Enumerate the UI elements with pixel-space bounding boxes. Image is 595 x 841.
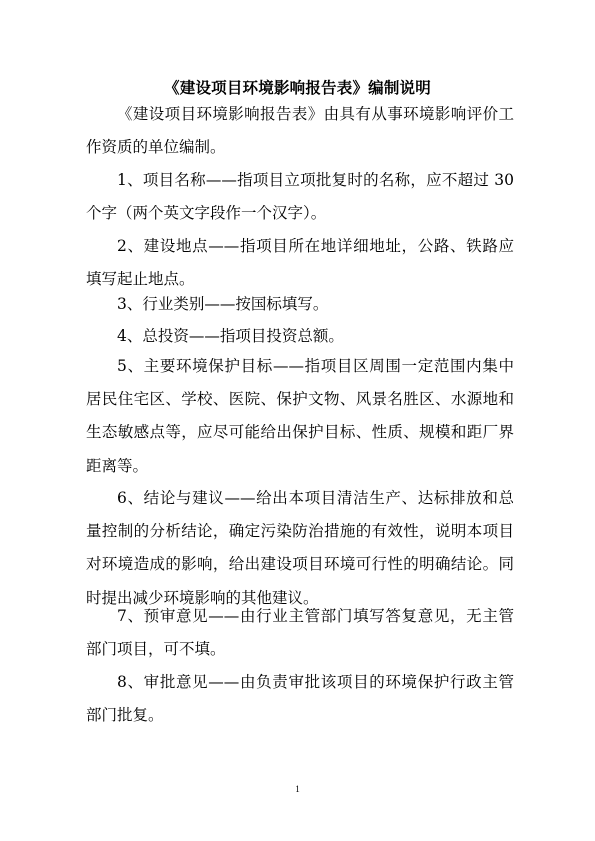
paragraph-item-1: 1、项目名称——指项目立项批复时的名称，应不超过 30 个字（两个英文字段作一个汉字）。 — [86, 171, 514, 223]
paragraph-intro: 《建设项目环境影响报告表》由具有从事环境影响评价工作资质的单位编制。 — [86, 105, 514, 157]
paragraph-item-8: 8、审批意见——由负责审批该项目的环境保护行政主管部门批复。 — [86, 673, 514, 725]
page-number: 1 — [295, 784, 300, 794]
paragraph-item-6: 6、结论与建议——给出本项目清洁生产、达标排放和总量控制的分析结论，确定污染防治措施的有效性，说明本项目对环境造成的影响，给出建设项目环境可行性的明确结论。同时提出减少环境影响的其他建议。 — [86, 489, 514, 607]
document-title: 《建设项目环境影响报告表》编制说明 — [164, 79, 431, 97]
paragraph-item-2: 2、建设地点——指项目所在地详细地址，公路、铁路应填写起止地点。 — [86, 237, 514, 289]
paragraph-item-7: 7、预审意见——由行业主管部门填写答复意见，无主管部门项目，可不填。 — [86, 607, 514, 659]
paragraph-item-4: 4、总投资——指项目投资总额。 — [117, 327, 344, 345]
paragraph-item-5: 5、主要环境保护目标——指项目区周围一定范围内集中居民住宅区、学校、医院、保护文物、风景名胜区、水源地和生态敏感点等，应尽可能给出保护目标、性质、规模和距厂界距离等。 — [86, 357, 514, 475]
paragraph-item-3: 3、行业类别——按国标填写。 — [117, 295, 329, 313]
